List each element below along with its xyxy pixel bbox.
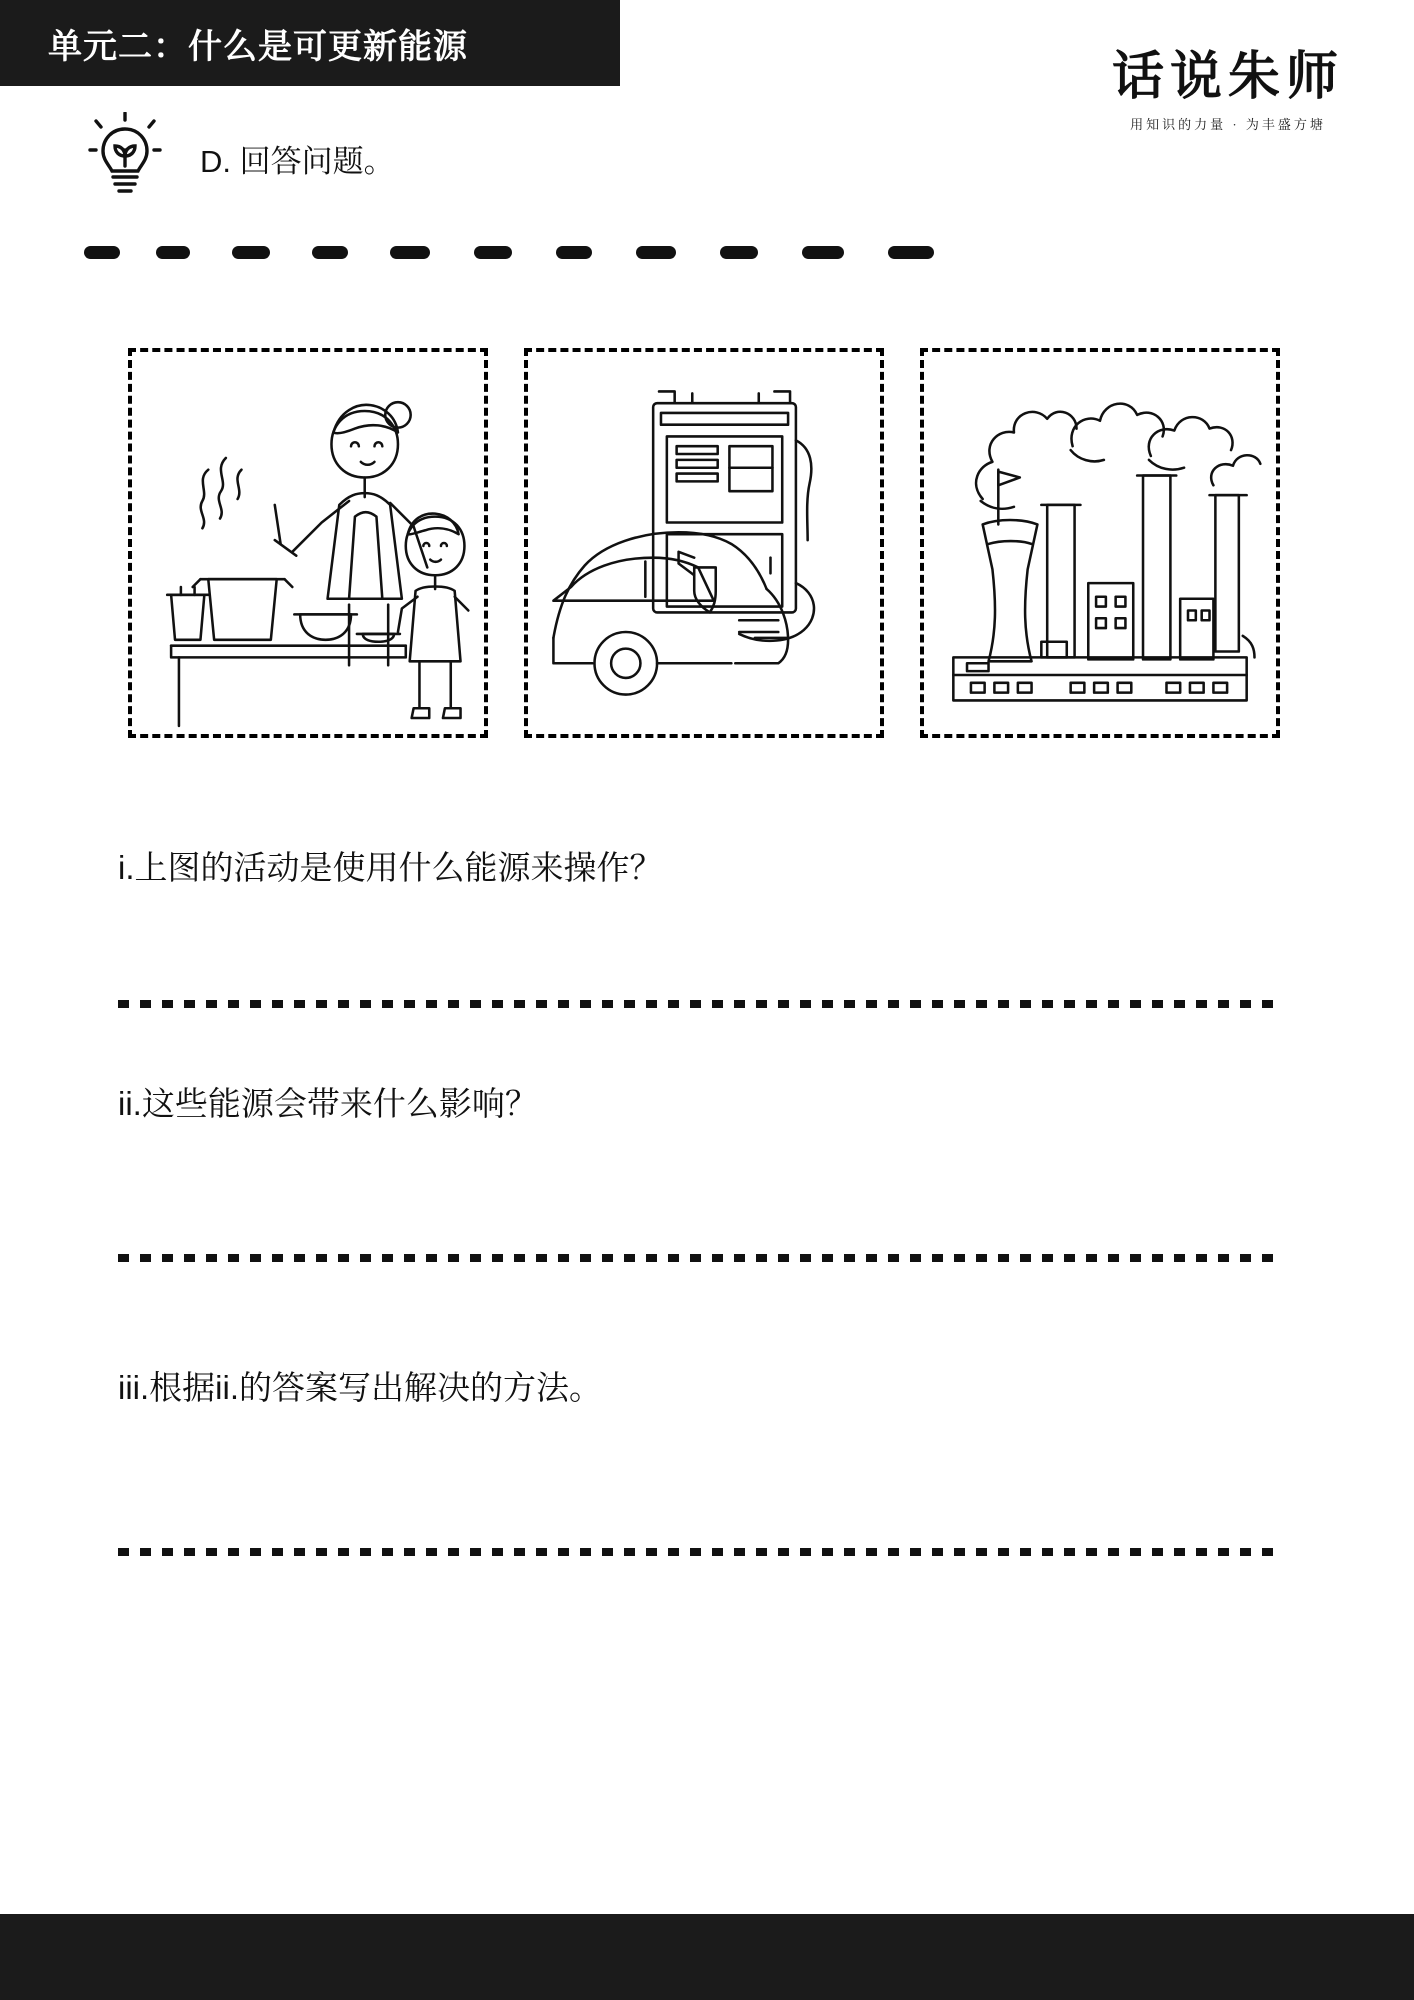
car-refueling-illustration bbox=[524, 348, 884, 738]
question-i: i.上图的活动是使用什么能源来操作？ bbox=[118, 849, 663, 886]
page-title: 单元二：什么是可更新能源 bbox=[48, 27, 468, 66]
illustration-row bbox=[128, 348, 1280, 738]
section-heading bbox=[88, 108, 395, 208]
answer-line-iii[interactable] bbox=[118, 1548, 1274, 1556]
brand-tagline: 用知识的力量 · 为丰盛方塘 bbox=[1130, 117, 1326, 132]
brand-name: 话说朱师 bbox=[1111, 49, 1344, 106]
cooking-stove-illustration bbox=[128, 348, 488, 738]
question-iii: iii.根据ii.的答案写出解决的方法。 bbox=[118, 1369, 602, 1406]
answer-line-ii[interactable] bbox=[118, 1254, 1274, 1262]
lightbulb-icon bbox=[88, 112, 162, 204]
answer-line-i[interactable] bbox=[118, 1000, 1274, 1008]
brand-logo bbox=[1098, 49, 1358, 133]
decorative-dashed-rule bbox=[84, 246, 984, 260]
footer-band bbox=[0, 1914, 1414, 2000]
section-label: D. 回答问题。 bbox=[200, 143, 395, 179]
question-ii: ii.这些能源会带来什么影响？ bbox=[118, 1085, 538, 1122]
factory-smoke-illustration bbox=[920, 348, 1280, 738]
unit-header-band bbox=[0, 0, 620, 86]
